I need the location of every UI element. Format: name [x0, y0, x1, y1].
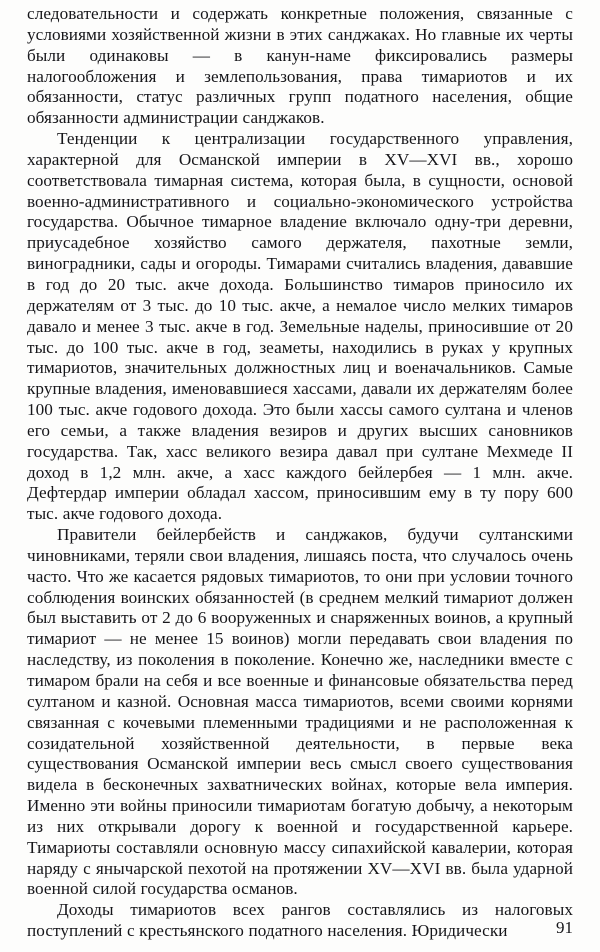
- page-number: 91: [556, 918, 573, 937]
- paragraph: следовательности и содержать конкретные положения, связанные с условиями хозяйственной жизни в этих санджаках. Но главные их черты были одинаковы — в канун-наме фиксировались размеры налогообложения и землепользования, права тимариотов и их обязанности, статус различных групп податного населения, общие обязанности администрации санджаков.: [27, 4, 573, 128]
- paragraph: Доходы тимариотов всех рангов составлялись из налоговых поступлений с крестьянского податного населения. Юридически: [27, 900, 573, 941]
- page-text-body: [27, 4, 573, 942]
- paragraph: Тенденции к централизации государственного управления, характерной для Османской империи в XV—XVI вв., хорошо соответствовала тимарная система, которая была, в сущности, основой военно-административного и социально-экономического устройства государства. Обычное тимарное владение включало одну-три деревни, приусадебное хозяйство самого держателя, пахотные земли, виноградники, сады и огороды. Тимарами считались владения, дававшие в год до 20 тыс. акче дохода. Большинство тимаров приносило их держателям от 3 тыс. до 10 тыс. акче, а немалое число мелких тимаров давало и менее 3 тыс. акче в год. Земельные наделы, приносившие от 20 тыс. до 100 тыс. акче в год, зеаметы, находились в руках у крупных тимариотов, значительных должностных лиц и военачальников. Самые крупные владения, именовавшиеся хассами, давали их держателям более 100 тыс. акче годового дохода. Это были хассы самого султана и членов его семьи, а также владения везиров и других высших сановников государства. Так, хасс великого везира давал при султане Мехмеде II доход в 1,2 млн. акче, а хасс каждого бейлербея — 1 млн. акче. Дефтердар империи обладал хассом, приносившим ему в ту пору 600 тыс. акче годового дохода.: [27, 129, 573, 524]
- paragraph: Правители бейлербейств и санджаков, будучи султанскими чиновниками, теряли свои владения, лишаясь поста, что случалось очень часто. Что же касается рядовых тимариотов, то они при условии точного соблюдения воинских обязанностей (в среднем мелкий тимариот должен был выставить от 2 до 6 вооруженных и снаряженных воинов, а крупный тимариот — не менее 15 воинов) могли передавать свои владения по наследству, из поколения в поколение. Конечно же, наследники вместе с тимаром брали на себя и все военные и финансовые обязательства перед султаном и казной. Основная масса тимариотов, всеми своими корнями связанная с кочевыми племенными традициями и не расположенная к созидательной хозяйственной деятельности, в первые века существования Османской империи весь смысл своего существования видела в бесконечных захватнических войнах, которые вела империя. Именно эти войны приносили тимариотам богатую добычу, а некоторым из них открывали дорогу к военной и государственной карьере. Тимариоты составляли основную массу сипахийской кавалерии, которая наряду с янычарской пехотой на протяжении XV—XVI вв. была ударной военной силой государства османов.: [27, 525, 573, 899]
